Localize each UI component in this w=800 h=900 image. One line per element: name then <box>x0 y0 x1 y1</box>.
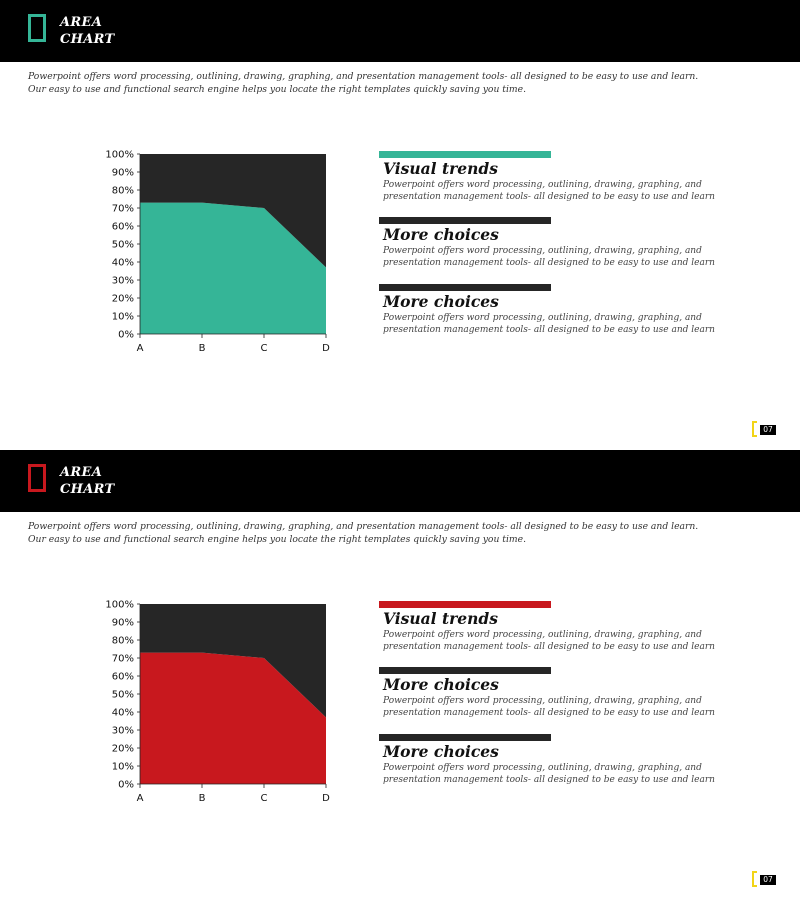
area-chart-svg <box>100 145 350 370</box>
item-heading: Visual trends <box>383 159 498 178</box>
y-tick-label: 90% <box>111 167 134 179</box>
y-tick-label: 10% <box>111 761 134 773</box>
slide-title <box>60 464 114 498</box>
intro-text <box>28 71 768 96</box>
item-body <box>383 629 715 653</box>
y-tick-label: 20% <box>111 743 134 755</box>
item-body-line-1: Powerpoint offers word processing, outlining, drawing, graphing, and <box>383 246 702 256</box>
area-chart <box>100 595 350 820</box>
y-tick-label: 90% <box>111 617 134 629</box>
logo-frame-icon <box>28 14 46 42</box>
item-body-line-1: Powerpoint offers word processing, outlining, drawing, graphing, and <box>383 313 702 323</box>
y-tick-label: 80% <box>111 185 134 197</box>
y-tick-label: 40% <box>111 257 134 269</box>
area-chart <box>100 145 350 370</box>
y-tick-label: 30% <box>111 725 134 737</box>
page-number-tag <box>752 421 778 439</box>
y-tick-label: 50% <box>111 239 134 251</box>
y-tick-label: 60% <box>111 671 134 683</box>
info-item-visual-trends <box>379 601 715 653</box>
y-tick-label: 50% <box>111 689 134 701</box>
item-body-line-1: Powerpoint offers word processing, outlining, drawing, graphing, and <box>383 180 702 190</box>
item-heading: Visual trends <box>383 609 498 628</box>
page-number: 07 <box>760 425 776 435</box>
item-accent-bar <box>379 734 551 741</box>
y-tick-label: 80% <box>111 635 134 647</box>
info-item-more-choices-2 <box>379 734 715 786</box>
item-heading: More choices <box>383 675 499 694</box>
x-tick-label: D <box>322 343 330 354</box>
intro-line-1: Powerpoint offers word processing, outlining, drawing, graphing, and presentation management tools- all designed to be easy to use and learn. <box>28 521 699 532</box>
x-tick-label: C <box>260 793 268 804</box>
y-tick-label: 70% <box>111 653 134 665</box>
item-accent-bar <box>379 667 551 674</box>
item-body-line-2: presentation management tools- all designed to be easy to use and learn <box>383 708 715 718</box>
x-tick-label: C <box>260 343 268 354</box>
item-body-line-2: presentation management tools- all designed to be easy to use and learn <box>383 325 715 335</box>
x-tick-label: B <box>198 343 206 354</box>
item-accent-bar <box>379 284 551 291</box>
slide-2 <box>0 450 800 900</box>
item-body-line-1: Powerpoint offers word processing, outlining, drawing, graphing, and <box>383 630 702 640</box>
slide-header <box>0 0 800 62</box>
item-body-line-2: presentation management tools- all designed to be easy to use and learn <box>383 642 715 652</box>
info-item-more-choices-1 <box>379 667 715 719</box>
slide-title <box>60 14 114 48</box>
item-heading: More choices <box>383 225 499 244</box>
item-accent-bar <box>379 151 551 158</box>
intro-text <box>28 521 768 546</box>
item-body <box>383 179 715 203</box>
slide-header <box>0 450 800 512</box>
intro-line-1: Powerpoint offers word processing, outlining, drawing, graphing, and presentation management tools- all designed to be easy to use and learn. <box>28 71 699 82</box>
item-body-line-1: Powerpoint offers word processing, outlining, drawing, graphing, and <box>383 763 702 773</box>
item-body <box>383 312 715 336</box>
intro-line-2: Our easy to use and functional search engine helps you locate the right templates quickly saving you time. <box>28 533 527 545</box>
page-number-tag <box>752 871 778 889</box>
page-number: 07 <box>760 875 776 885</box>
x-tick-label: D <box>322 793 330 804</box>
item-body-line-2: presentation management tools- all designed to be easy to use and learn <box>383 775 715 785</box>
y-tick-label: 70% <box>111 203 134 215</box>
item-accent-bar <box>379 601 551 608</box>
intro-line-2: Our easy to use and functional search engine helps you locate the right templates quickly saving you time. <box>28 83 527 95</box>
item-body-line-1: Powerpoint offers word processing, outlining, drawing, graphing, and <box>383 696 702 706</box>
y-tick-label: 0% <box>118 329 134 341</box>
title-line-2: CHART <box>60 482 115 497</box>
item-heading: More choices <box>383 742 499 761</box>
item-body <box>383 245 715 269</box>
info-item-more-choices-2 <box>379 284 715 336</box>
item-body-line-2: presentation management tools- all designed to be easy to use and learn <box>383 192 715 202</box>
y-tick-label: 20% <box>111 293 134 305</box>
page-bracket-icon <box>752 871 757 887</box>
info-item-more-choices-1 <box>379 217 715 269</box>
y-tick-label: 100% <box>105 149 134 161</box>
area-chart-svg <box>100 595 350 820</box>
item-accent-bar <box>379 217 551 224</box>
info-item-visual-trends <box>379 151 715 203</box>
y-tick-label: 10% <box>111 311 134 323</box>
page-bracket-icon <box>752 421 757 437</box>
title-line-2: CHART <box>60 32 115 47</box>
item-body <box>383 762 715 786</box>
item-body-line-2: presentation management tools- all designed to be easy to use and learn <box>383 258 715 268</box>
logo-frame-icon <box>28 464 46 492</box>
y-tick-label: 60% <box>111 221 134 233</box>
x-tick-label: A <box>136 793 144 804</box>
title-line-1: AREA <box>60 465 103 480</box>
x-tick-label: B <box>198 793 206 804</box>
item-body <box>383 695 715 719</box>
y-tick-label: 30% <box>111 275 134 287</box>
y-tick-label: 0% <box>118 779 134 791</box>
title-line-1: AREA <box>60 15 103 30</box>
y-tick-label: 40% <box>111 707 134 719</box>
x-tick-label: A <box>136 343 144 354</box>
y-tick-label: 100% <box>105 599 134 611</box>
item-heading: More choices <box>383 292 499 311</box>
